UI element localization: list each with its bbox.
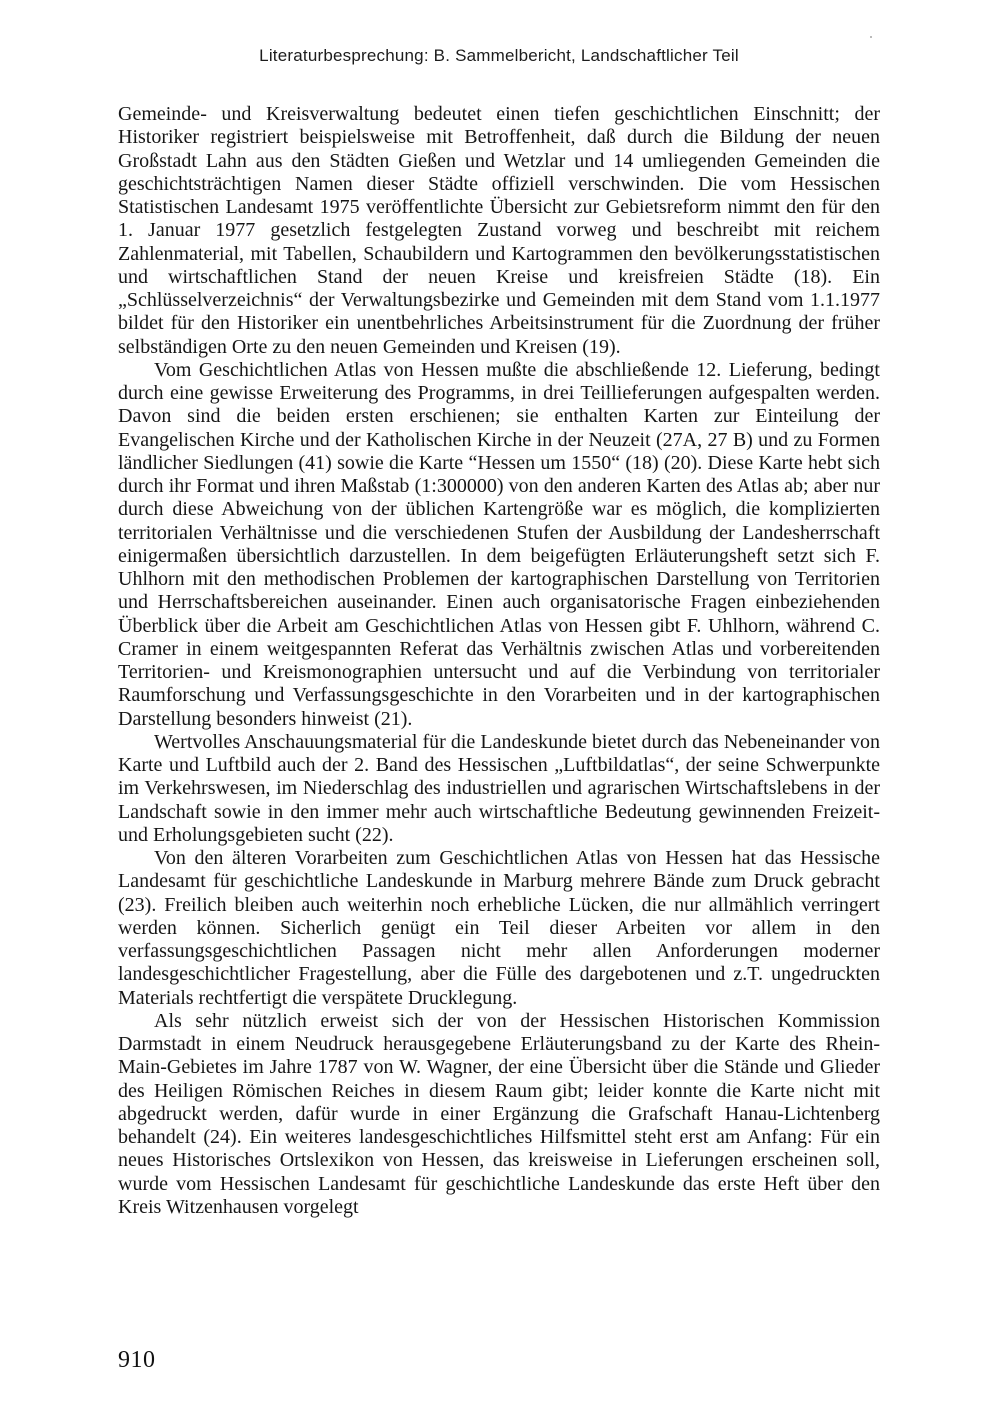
paragraph-2: Vom Geschichtlichen Atlas von Hessen mußte die abschließende 12. Lieferung, bedingt durch eine gewisse Erweiterung des Programms, in drei Teillieferungen aufgespalten werden. Davon sind die beiden ersten erschienen; sie enthalten Karten zur Einteilung der Evangelischen Kirche und der Katholischen Kirche in der Neuzeit (27A, 27 B) und zu Formen ländlicher Siedlungen (41) sowie die Karte “Hessen um 1550“ (18) (20). Diese Karte hebt sich durch ihr Format und ihren Maßstab (1:300000) von den anderen Karten des Atlas ab; aber nur durch diese Abweichung von der üblichen Kartengröße war es möglich, die komplizierten territorialen Verhältnisse und die verschiedenen Stufen der Ausbildung der Landesherrschaft einigermaßen übersichtlich darzustellen. In dem beigefügten Erläuterungsheft setzt sich F. Uhlhorn mit den methodischen Problemen der kartographischen Darstellung von Territorien und Herrschaftsbereichen auseinander. Einen auch organisatorische Fragen einbeziehenden Überblick über die Arbeit am Geschichtlichen Atlas von Hessen gibt F. Uhlhorn, während C. Cramer in einem weitgespannten Referat das Verhältnis zwischen Atlas und vorbereitenden Territorien- und Kreismonographien untersucht und auf die Verbindung von territorialer Raumforschung und Verfassungsgeschichte in den Vorarbeiten und in der kartographischen Darstellung besonders hinweist (21).: [118, 358, 880, 730]
running-header: Literaturbesprechung: B. Sammelbericht, Landschaftlicher Teil: [259, 46, 739, 65]
paragraph-1: Gemeinde- und Kreisverwaltung bedeutet einen tiefen geschichtlichen Einschnitt; der Historiker registriert beispielsweise mit Betroffenheit, daß durch die Bildung der neuen Großstadt Lahn aus den Städten Gießen und Wetzlar und 14 umliegenden Gemeinden die geschichtsträchtigen Namen dieser Städte offiziell verschwinden. Die vom Hessischen Statistischen Landesamt 1975 veröffentlichte Übersicht zur Gebietsreform nimmt den für den 1. Januar 1977 gesetzlich festgelegten Zustand vorweg und beschreibt mit reichem Zahlenmaterial, mit Tabellen, Schaubildern und Kartogrammen den bevölkerungsstatistischen und wirtschaftlichen Stand der neuen Kreise und kreisfreien Städte (18). Ein „Schlüsselverzeichnis“ der Verwaltungsbezirke und Gemeinden mit dem Stand vom 1.1.1977 bildet für den Historiker ein unentbehrliches Arbeitsinstrument für die Zuordnung der früher selbständigen Orte zu den neuen Gemeinden und Kreisen (19).: [118, 103, 880, 358]
body-text: [118, 103, 880, 1219]
scan-speck: [870, 36, 872, 38]
paragraph-3: Wertvolles Anschauungsmaterial für die Landeskunde bietet durch das Nebeneinander von Karte und Luftbild auch der 2. Band des Hessischen „Luftbildatlas“, der seine Schwerpunkte im Verkehrswesen, im Niederschlag des industriellen und agrarischen Wirtschaftslebens in der Landschaft sowie in den immer mehr auch wirtschaftliche Bedeutung gewinnenden Freizeit- und Erholungsgebieten sucht (22).: [118, 730, 880, 846]
paragraph-4: Von den älteren Vorarbeiten zum Geschichtlichen Atlas von Hessen hat das Hessische Landesamt für geschichtliche Landeskunde in Marburg mehrere Bände zum Druck gebracht (23). Freilich bleiben auch weiterhin noch erhebliche Lücken, die nur allmählich verringert werden können. Sicherlich genügt ein Teil dieser Arbeiten vor allem in den verfassungsgeschichtlichen Passagen nicht mehr allen Anforderungen moderner landesgeschichtlicher Fragestellung, aber die Fülle des dargebotenen und z.T. ungedruckten Materials rechtfertigt die verspätete Drucklegung.: [118, 847, 880, 1009]
paragraph-5: Als sehr nützlich erweist sich der von der Hessischen Historischen Kommission Darmstadt in einem Neudruck herausgegebene Erläuterungsband zu der Karte des Rhein-Main-Gebietes im Jahre 1787 von W. Wagner, der eine Übersicht über die Stände und Glieder des Heiligen Römischen Reiches in diesem Raum gibt; leider konnte die Karte nicht mit abgedruckt werden, dafür wurde in einer Ergänzung die Grafschaft Hanau-Lichtenberg behandelt (24). Ein weiteres landesgeschichtliches Hilfsmittel steht erst am Anfang: Für ein neues Historisches Ortslexikon von Hessen, das kreisweise in Lieferungen erscheinen soll, wurde vom Hessischen Landesamt für geschichtliche Landeskunde das erste Heft über den Kreis Witzenhausen vorgelegt: [118, 1009, 880, 1218]
document-page: [118, 0, 880, 1419]
page-number: 910: [118, 1347, 156, 1373]
